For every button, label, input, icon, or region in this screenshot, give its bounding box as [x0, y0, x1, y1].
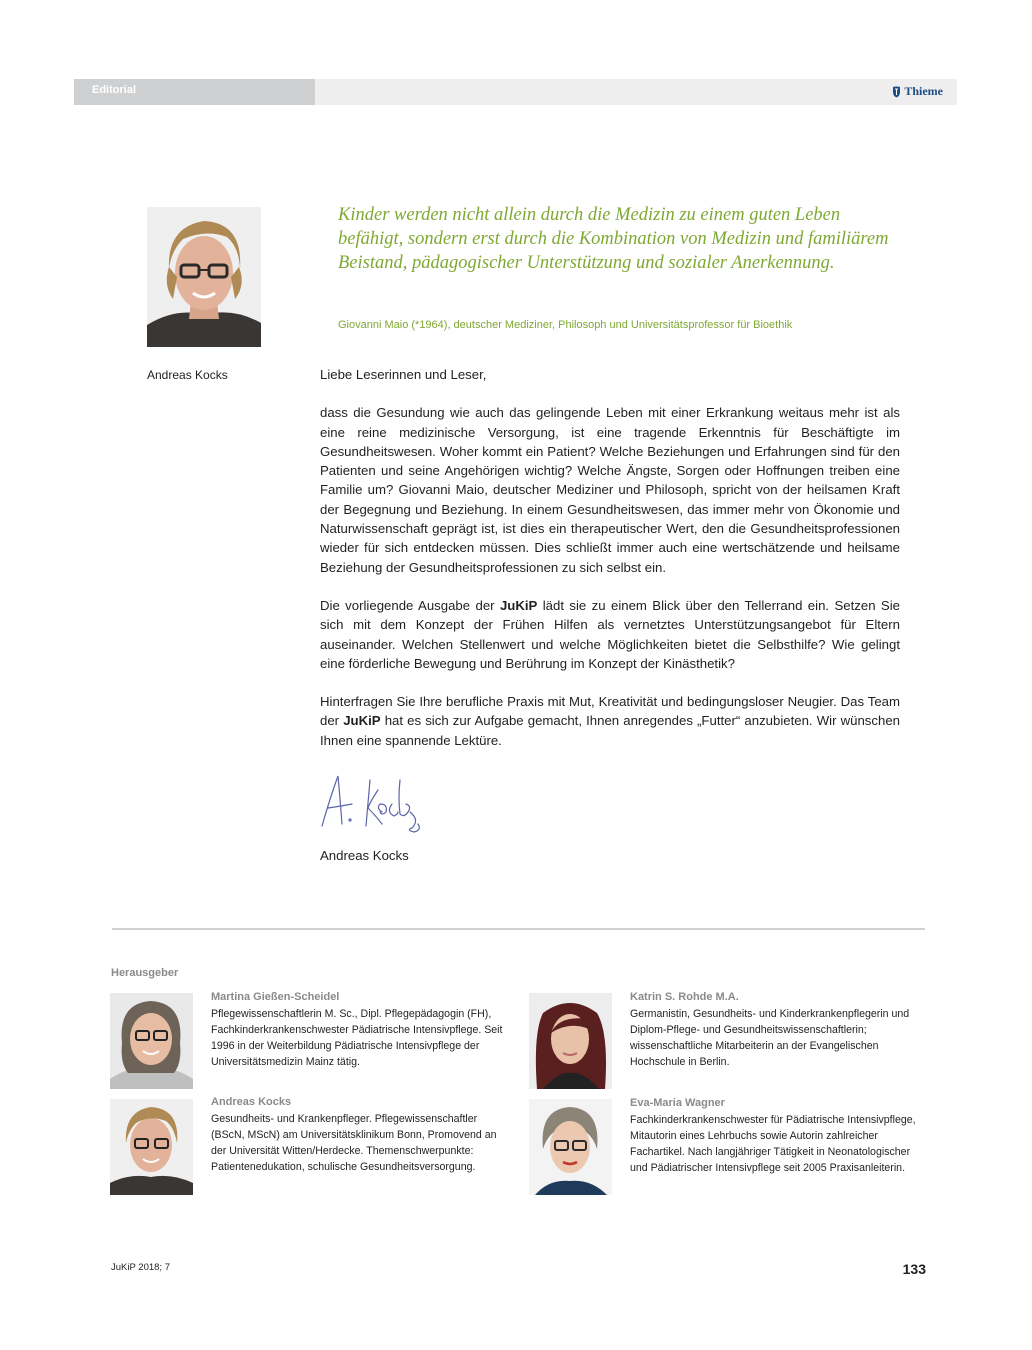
section-divider — [112, 928, 925, 930]
section-bar — [74, 79, 315, 105]
section-label: Editorial — [92, 84, 137, 96]
editor-description: Germanistin, Gesundheits- und Kinderkrankenpflegerin und Diplom-Pflege- und Gesundheitswissenschaftlerin; wissenschaftliche Mitarbeiterin an der Evangelischen Hochschule in Berlin. — [630, 1008, 910, 1068]
publisher-logo — [892, 84, 943, 99]
portrait-caption: Andreas Kocks — [147, 368, 228, 382]
editor-name: Martina Gießen-Scheidel — [211, 991, 340, 1003]
journal-citation: JuKiP 2018; 7 — [111, 1262, 170, 1273]
epigraph-quote: Kinder werden nicht allein durch die Medizin zu einem guten Leben befähigt, sondern erst durch die Kombination von Medizin und familiärem Beistand, pädagogischer Unterstützung und sozialer Anerkennung. — [338, 205, 889, 273]
editor-name: Eva-Maria Wagner — [630, 1097, 725, 1109]
letter-greeting: Liebe Leserinnen und Leser, — [320, 367, 487, 382]
journal-name: JuKiP — [343, 713, 381, 729]
letter-body — [320, 365, 900, 769]
editor-description: Gesundheits- und Krankenpfleger. Pflegewissenschaftler (BScN, MScN) am Universitätsklinikum Bonn, Promovend an der Universität Witten/Herdecke. Themenschwerpunkte: Patientenedukation, schulische Gesundheitsversorgung. — [211, 1113, 497, 1173]
page-number: 133 — [902, 1261, 926, 1277]
author-portrait — [147, 207, 261, 347]
editor-portrait — [110, 993, 193, 1089]
letter-paragraph-3: Hinterfragen Sie Ihre berufliche Praxis mit Mut, Kreativität und bedingungsloser Neugier. Das Team der JuKiP hat es sich zur Aufgabe gemacht, Ihnen anregendes „Futter“ anzubieten. Wir wünschen Ihnen eine spannende Lektüre. — [320, 694, 900, 748]
letter-paragraph-2: Die vorliegende Ausgabe der JuKiP lädt sie zu einem Blick über den Tellerrand ein. Setzen Sie sich mit dem Konzept der Frühen Hilfen als vernetztes Unterstützungsangebot für Eltern auseinander. Welchen Stellenwert und welche Möglichkeiten bietet die Selbsthilfe? Wie gelingt eine förderliche Bewegung und Berührung im Konzept der Kinästhetik? — [320, 597, 900, 671]
journal-name: JuKiP — [499, 597, 538, 613]
signature-name: Andreas Kocks — [320, 848, 409, 863]
publisher-name: Thieme — [904, 84, 943, 98]
quote-source: Giovanni Maio (*1964), deutscher Mediziner, Philosoph und Universitätsprofessor für Bioethik — [338, 319, 793, 331]
editor-description: Fachkinderkrankenschwester für Pädiatrische Intensivpflege, Mitautorin eines Lehrbuchs sowie Autorin zahlreicher Fachartikel. Nach langjähriger Tätigkeit in Neonatologischer und Pädiatrischer Intensivpflege seit 2005 Praxisanleiterin. — [630, 1114, 916, 1174]
editor-portrait — [110, 1099, 193, 1195]
letter-paragraph-1: dass die Gesundung wie auch das gelingende Leben mit einer Erkrankung weitaus mehr ist als eine reine medizinische Versorgung, ist eine tragende Erkenntnis für Beschäftigte im Gesundheitswesen. Woher kommt ein Patient? Welche Beziehungen und Erfahrungen sind für den Patienten und seine Angehörigen wichtig? Welche Ängste, Sorgen oder Hoffnungen treiben eine Familie um? Giovanni Maio, deutscher Mediziner und Philosoph, spricht von der heilsamen Kraft der Begegnung und Beziehung. In einem Gesundheitswesen, das immer mehr von Ökonomie und Naturwissenschaft geprägt ist, ist dies ein therapeutischer Wert, den die Gesundheitsprofessionen wieder für sich entdecken müssen. Dies schließt immer auch eine wertschätzende und heilsame Beziehung der Gesundheitsprofessionen zu sich selbst ein. — [320, 405, 900, 575]
editors-heading: Herausgeber — [111, 967, 179, 979]
thieme-emblem-icon — [892, 86, 901, 98]
editor-portrait — [529, 1099, 612, 1195]
editor-name: Katrin S. Rohde M.A. — [630, 991, 739, 1003]
handwritten-signature — [318, 768, 428, 843]
editor-name: Andreas Kocks — [211, 1096, 292, 1108]
header-bar — [315, 79, 957, 105]
editor-portrait — [529, 993, 612, 1089]
editor-description: Pflegewissenschaftlerin M. Sc., Dipl. Pflegepädagogin (FH), Fachkinderkrankenschwester Pädiatrische Intensivpflege. Seit 1996 in der Weiterbildung Pädiatrische Intensivpflege der Universitätsmedizin Mainz tätig. — [211, 1008, 503, 1068]
